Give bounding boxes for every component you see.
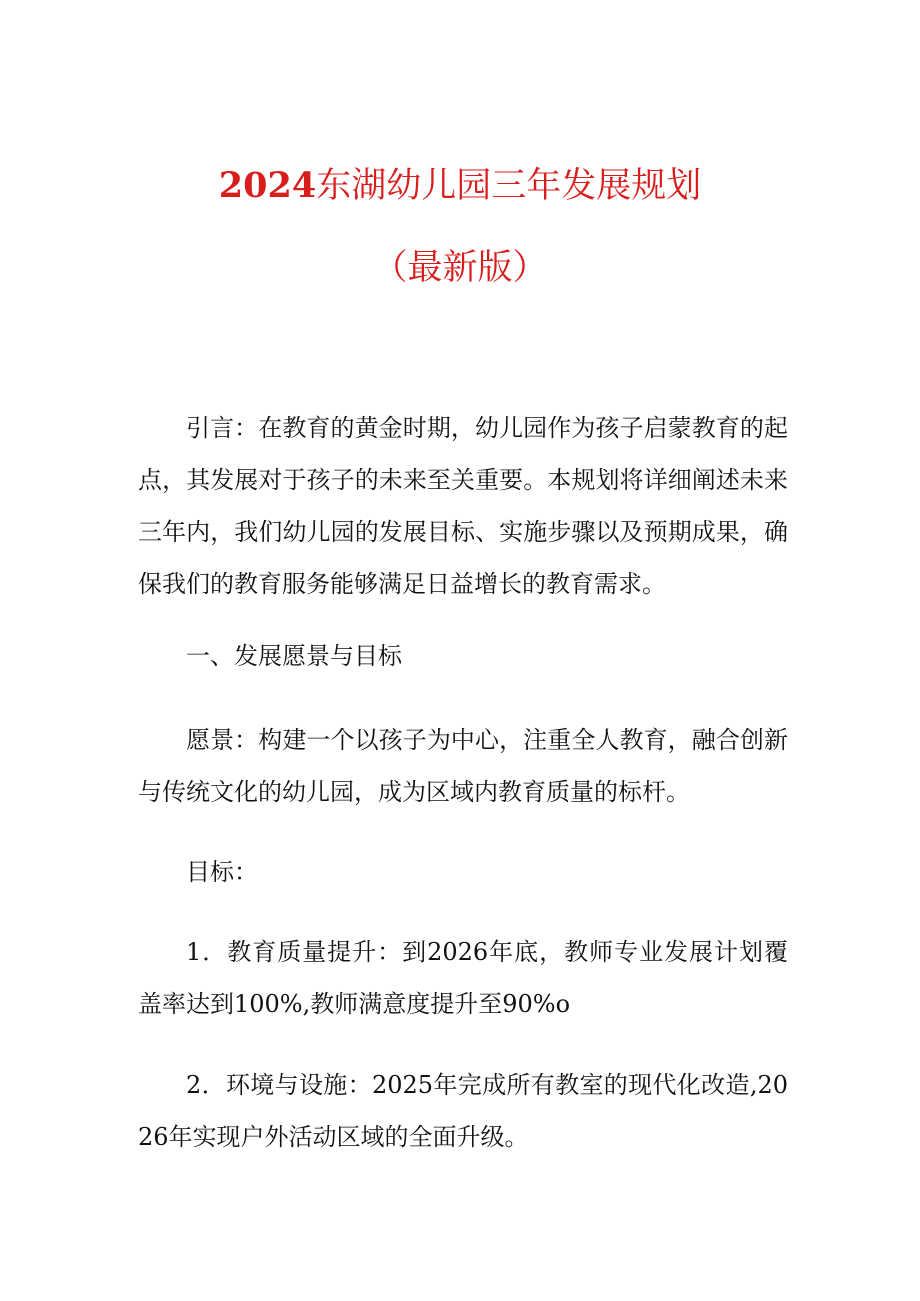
goals-label: 目标：: [186, 858, 258, 886]
title-text: 东湖幼儿园三年发展规划: [316, 166, 702, 206]
document-title: [0, 166, 920, 206]
goal-item-2: 2．环境与设施：2025年完成所有教室的现代化改造,2026年实现户外活动区域的全面升级。: [138, 1071, 788, 1151]
vision-paragraph: 愿景：构建一个以孩子为中心，注重全人教育，融合创新与传统文化的幼儿园，成为区域内教育质量的标杆。: [138, 726, 788, 806]
document-subtitle: （最新版）: [372, 248, 548, 288]
title-year: 2024: [218, 165, 317, 206]
goal-item-1: 1．教育质量提升：到2026年底，教师专业发展计划覆盖率达到100%,教师满意度提升至90%o: [138, 938, 788, 1018]
intro-paragraph: 引言：在教育的黄金时期，幼儿园作为孩子启蒙教育的起点，其发展对于孩子的未来至关重要。本规划将详细阐述未来三年内，我们幼儿园的发展目标、实施步骤以及预期成果，确保我们的教育服务能够满足日益增长的教育需求。: [138, 414, 788, 598]
section-heading-vision-goals: 一、发展愿景与目标: [186, 642, 402, 670]
